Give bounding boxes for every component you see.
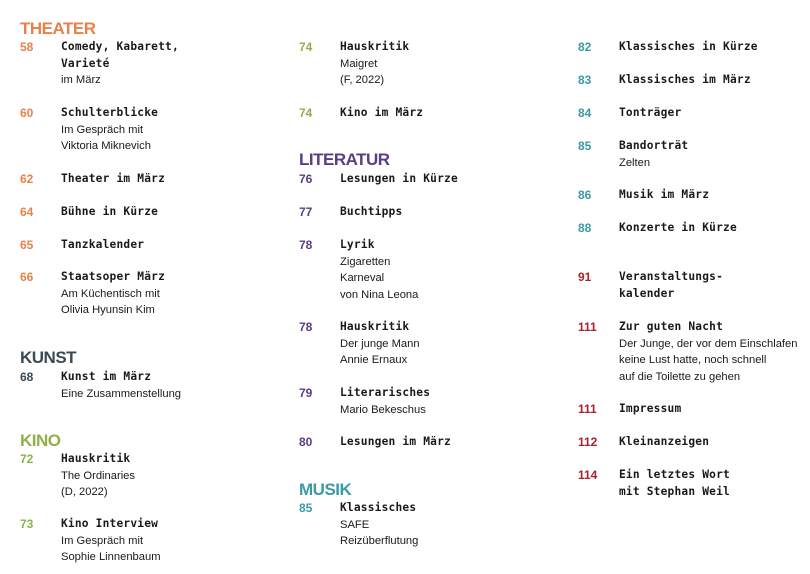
- page-number: 62: [20, 172, 34, 186]
- entry-title: Comedy, Kabarett, Varieté: [61, 40, 179, 70]
- page-number: 83: [578, 73, 592, 87]
- entry-title: Hauskritik: [340, 40, 410, 53]
- page-number: 72: [20, 452, 34, 466]
- entry-subtitle: Eine Zusammenstellung: [61, 387, 182, 400]
- page-number: 76: [299, 172, 313, 186]
- entry-title: Zur guten Nacht: [619, 320, 724, 333]
- entry-title: Bandorträt: [619, 139, 689, 152]
- page-number: 68: [20, 370, 34, 384]
- entry-title: Lyrik: [340, 238, 375, 251]
- entry-title: Impressum: [619, 402, 682, 415]
- entry-title: Lesungen im März: [340, 435, 451, 448]
- page-number: 77: [299, 205, 313, 219]
- page-number: 82: [578, 40, 592, 54]
- page-number: 79: [299, 386, 313, 400]
- page-number: 84: [578, 106, 592, 120]
- entry-subtitle: Mario Bekeschus: [340, 403, 426, 416]
- page-number: 112: [578, 435, 598, 449]
- entry-title: Ein letztes Wort mit Stephan Weil: [619, 468, 730, 498]
- entry-title: Veranstaltungs- kalender: [619, 270, 724, 300]
- entry-title: Tanzkalender: [61, 238, 145, 251]
- section-heading-theater: THEATER: [20, 19, 96, 38]
- entry-title: Klassisches in Kürze: [619, 40, 758, 53]
- entry-title: Kleinanzeigen: [619, 435, 710, 448]
- entry-title: Kino im März: [340, 106, 424, 119]
- entry-title: Musik im März: [619, 188, 710, 201]
- entry-subtitle: im März: [61, 74, 101, 86]
- entry-title: Tonträger: [619, 106, 682, 119]
- page-number: 80: [299, 435, 313, 449]
- entry-subtitle: Zelten: [619, 156, 651, 169]
- entry-title: Bühne in Kürze: [61, 205, 159, 218]
- page-number: 86: [578, 188, 592, 202]
- page-number: 78: [299, 238, 313, 252]
- entry-subtitle: SAFE Reizüberflutung: [340, 518, 419, 547]
- page-number: 114: [578, 468, 598, 482]
- page-number: 88: [578, 221, 592, 235]
- entry-title: Theater im März: [61, 172, 166, 185]
- entry-subtitle: Am Küchentisch mit Olivia Hyunsin Kim: [61, 287, 160, 316]
- section-heading-kino: KINO: [20, 431, 61, 450]
- entry-subtitle: Im Gespräch mit Viktoria Miknevich: [61, 123, 151, 152]
- section-heading-literatur: LITERATUR: [299, 150, 390, 169]
- section-heading-musik: MUSIK: [299, 480, 352, 499]
- page-number: 91: [578, 270, 592, 284]
- entry-subtitle: Zigaretten Karneval von Nina Leona: [340, 255, 419, 301]
- page-number: 85: [299, 501, 313, 515]
- entry-subtitle: Maigret (F, 2022): [340, 57, 385, 86]
- entry-title: Staatsoper März: [61, 270, 166, 283]
- section-heading-kunst: KUNST: [20, 348, 77, 367]
- entry-title: Hauskritik: [61, 452, 131, 465]
- page-number: 74: [299, 40, 313, 54]
- page-number: 111: [578, 320, 597, 334]
- entry-title: Schulterblicke: [61, 106, 159, 119]
- entry-title: Kunst im März: [61, 370, 152, 383]
- page-number: 64: [20, 205, 34, 219]
- page-number: 78: [299, 320, 313, 334]
- entry-title: Klassisches im März: [619, 73, 751, 86]
- page-number: 73: [20, 517, 34, 531]
- page-number: 111: [578, 402, 597, 416]
- entry-subtitle: Im Gespräch mit Sophie Linnenbaum: [61, 534, 161, 563]
- entry-title: Hauskritik: [340, 320, 410, 333]
- entry-subtitle: Der Junge, der vor dem Einschlafen keine Lust hatte, noch schnell auf die Toilette zu gehen: [619, 337, 798, 383]
- entry-title: Buchtipps: [340, 205, 403, 218]
- page-number: 58: [20, 40, 34, 54]
- entry-title: Klassisches: [340, 501, 417, 514]
- entry-title: Lesungen in Kürze: [340, 172, 458, 185]
- page-number: 74: [299, 106, 313, 120]
- page-number: 65: [20, 238, 34, 252]
- entry-title: Kino Interview: [61, 517, 159, 530]
- page-number: 66: [20, 270, 34, 284]
- entry-title: Konzerte in Kürze: [619, 221, 737, 234]
- page-number: 85: [578, 139, 592, 153]
- page-number: 60: [20, 106, 34, 120]
- entry-subtitle: The Ordinaries (D, 2022): [61, 469, 135, 498]
- entry-title: Literarisches: [340, 386, 431, 399]
- entry-subtitle: Der junge Mann Annie Ernaux: [340, 337, 420, 366]
